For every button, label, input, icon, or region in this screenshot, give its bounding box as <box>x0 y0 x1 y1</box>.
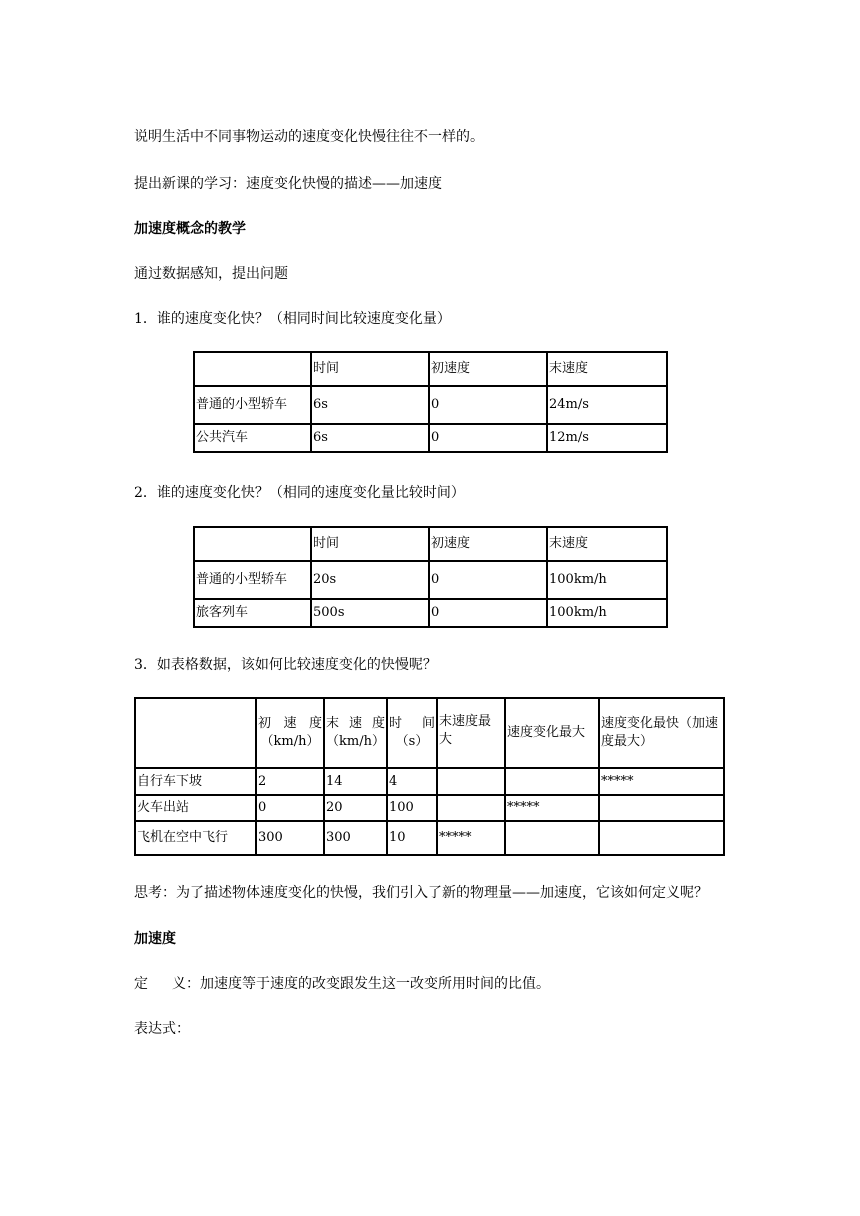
table-cell: 10 <box>387 821 437 855</box>
question-2: 2．谁的速度变化快？（相同的速度变化量比较时间） <box>134 485 465 501</box>
table-cell: 12m/s <box>547 424 667 452</box>
table-cell <box>194 352 311 386</box>
section-heading-acceleration: 加速度 <box>134 931 176 947</box>
table-cell: 旅客列车 <box>194 599 311 627</box>
definition-label: 义： <box>172 976 200 992</box>
table-header-cell: 时间 <box>311 527 429 561</box>
table-cell: 火车出站 <box>135 795 256 821</box>
header-label: 末速度最大 <box>439 714 492 747</box>
table-cell: 4 <box>387 768 437 795</box>
table-header-cell: 末速度 <box>547 352 667 386</box>
table-row <box>194 561 667 599</box>
table-cell <box>505 768 599 795</box>
thinking-paragraph: 思考：为了描述物体速度变化的快慢，我们引入了新的物理量——加速度，它该如何定义呢？ <box>134 885 708 901</box>
table-cell: 100 <box>387 795 437 821</box>
section-heading-concept: 加速度概念的教学 <box>134 221 246 237</box>
data-perception-paragraph: 通过数据感知，提出问题 <box>134 266 288 282</box>
header-unit: （km/h） <box>326 734 385 749</box>
table-header-cell: 速度变化最大 <box>505 698 599 768</box>
question-1: 1．谁的速度变化快？（相同时间比较速度变化量） <box>134 311 451 327</box>
table-cell: 300 <box>256 821 324 855</box>
header-unit: （s） <box>395 734 429 749</box>
table-header-row <box>194 527 667 561</box>
header-label: 末 速 度 <box>326 716 385 731</box>
table-cell: 0 <box>429 386 547 424</box>
new-lesson-paragraph: 提出新课的学习：速度变化快慢的描述——加速度 <box>134 176 442 192</box>
table-cell: 自行车下坡 <box>135 768 256 795</box>
table-header-cell: 速度变化最快（加速度最大） <box>599 698 724 768</box>
table-cell: ***** <box>437 821 505 855</box>
table-header-cell <box>324 698 387 768</box>
definition-text: 加速度等于速度的改变跟发生这一改变所用时间的比值。 <box>200 976 550 992</box>
table-cell: 20 <box>324 795 387 821</box>
table-header-cell: 末速度 <box>547 527 667 561</box>
table-cell <box>599 821 724 855</box>
table-cell <box>505 821 599 855</box>
table-cell <box>437 768 505 795</box>
table-row <box>135 768 724 795</box>
table-cell: 0 <box>429 561 547 599</box>
table-cell: 公共汽车 <box>194 424 311 452</box>
table-same-time <box>193 351 668 453</box>
table-header-cell: 初速度 <box>429 527 547 561</box>
table-row <box>135 795 724 821</box>
header-unit: （km/h） <box>260 734 320 749</box>
table-header-cell: 时间 <box>311 352 429 386</box>
table-cell: 6s <box>311 424 429 452</box>
table-row <box>194 599 667 627</box>
table-header-cell <box>387 698 437 768</box>
table-compare-speed-change <box>134 697 725 856</box>
table-cell <box>599 795 724 821</box>
table-cell: ***** <box>505 795 599 821</box>
table-cell: 100km/h <box>547 561 667 599</box>
header-label: 时 间 <box>389 716 435 731</box>
table-cell: 300 <box>324 821 387 855</box>
header-label: 初 速 度 <box>258 716 322 731</box>
table-cell: 14 <box>324 768 387 795</box>
definition-label: 定 <box>134 976 148 992</box>
table-row <box>194 386 667 424</box>
table-cell: 0 <box>429 424 547 452</box>
table-cell: 500s <box>311 599 429 627</box>
question-3: 3．如表格数据，该如何比较速度变化的快慢呢？ <box>134 657 437 673</box>
table-cell: 24m/s <box>547 386 667 424</box>
table-row <box>194 424 667 452</box>
table-header-row <box>135 698 724 768</box>
table-cell <box>437 795 505 821</box>
expression-label: 表达式： <box>134 1021 190 1037</box>
table-row <box>135 821 724 855</box>
table-same-change <box>193 526 668 628</box>
table-cell: ***** <box>599 768 724 795</box>
table-cell: 2 <box>256 768 324 795</box>
table-cell: 20s <box>311 561 429 599</box>
table-header-cell <box>256 698 324 768</box>
table-cell: 0 <box>429 599 547 627</box>
table-cell <box>194 527 311 561</box>
table-cell: 普通的小型轿车 <box>194 386 311 424</box>
table-header-cell <box>437 698 505 768</box>
table-cell <box>135 698 256 768</box>
table-cell: 100km/h <box>547 599 667 627</box>
table-cell: 6s <box>311 386 429 424</box>
definition-paragraph <box>134 975 550 993</box>
table-cell: 飞机在空中飞行 <box>135 821 256 855</box>
intro-paragraph: 说明生活中不同事物运动的速度变化快慢往往不一样的。 <box>134 129 484 145</box>
table-cell: 普通的小型轿车 <box>194 561 311 599</box>
table-cell: 0 <box>256 795 324 821</box>
table-header-cell: 初速度 <box>429 352 547 386</box>
table-header-row <box>194 352 667 386</box>
